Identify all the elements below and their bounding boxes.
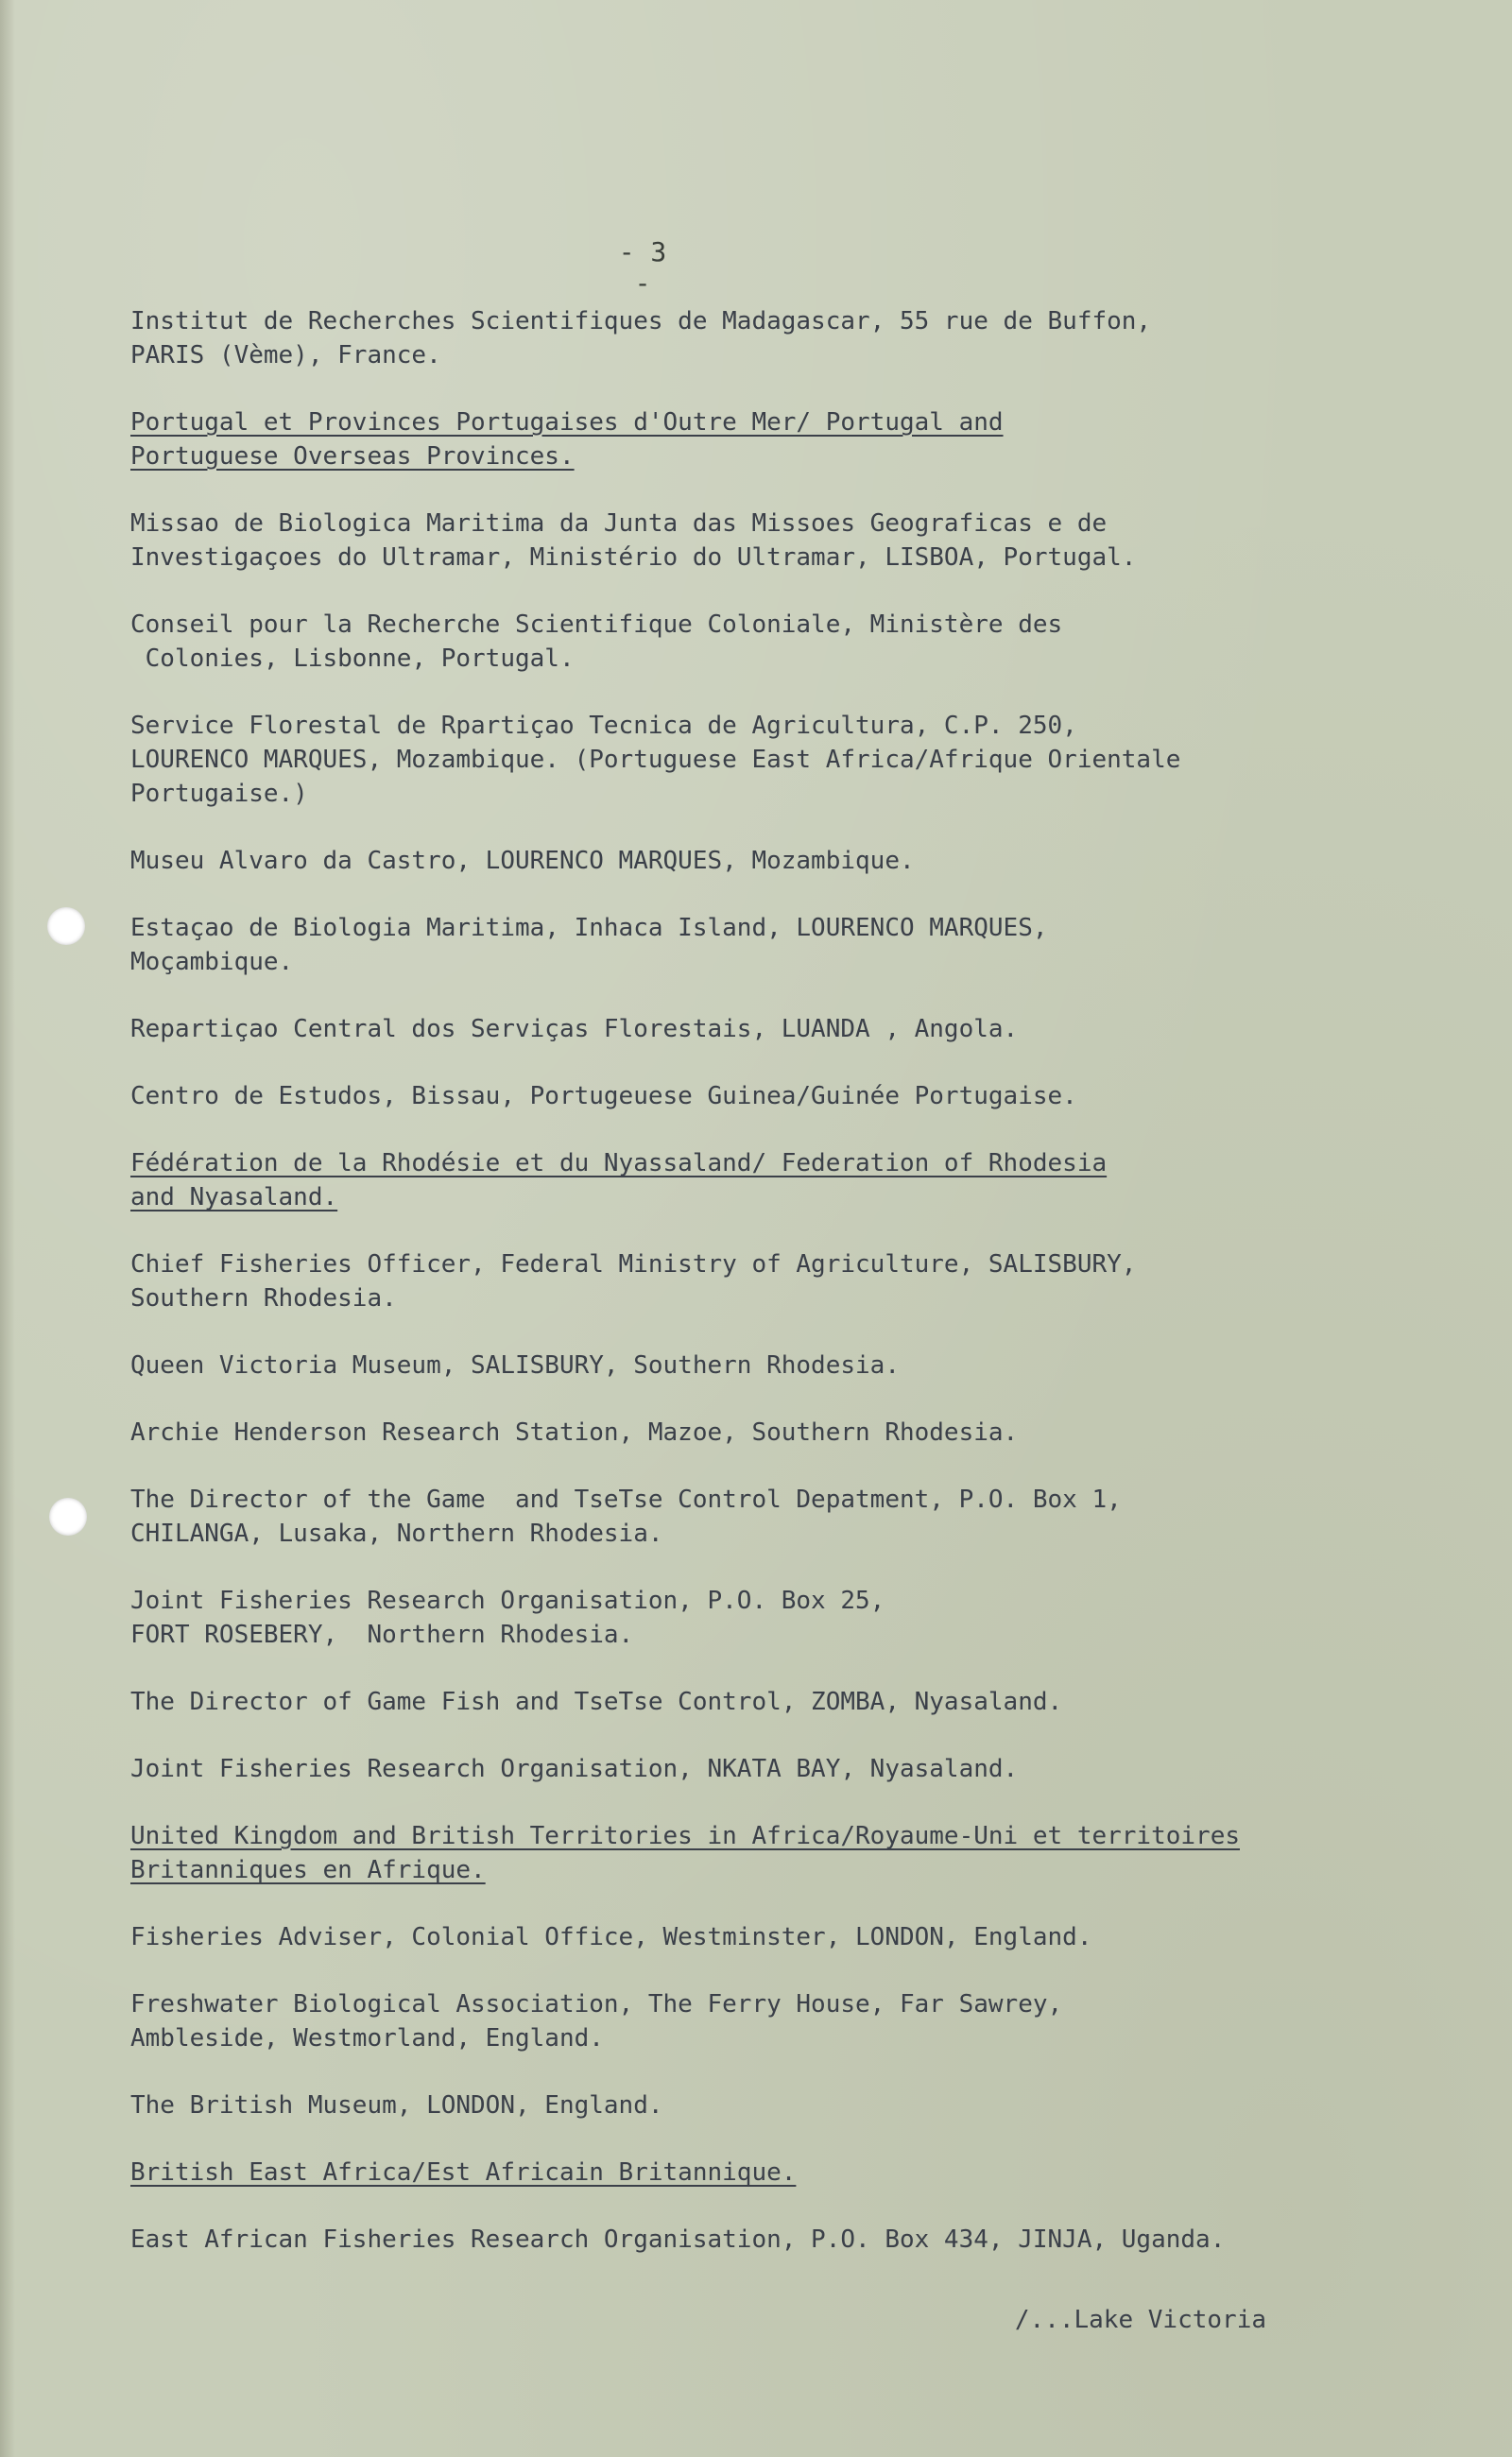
address-entry: Missao de Biologica Maritima da Junta das Missoes Geograficas e de Investigaçoes do Ultramar, Ministério do Ultramar, LISBOA, Portugal. — [130, 509, 1137, 572]
address-entry: Service Florestal de Rpartiçao Tecnica de Agricultura, C.P. 250, LOURENCO MARQUES, Mozambique. (Portuguese East Africa/Afrique Orientale Portugaise.) — [130, 712, 1181, 808]
address-entry: Centro de Estudos, Bissau, Portugeuese Guinea/Guinée Portugaise. — [130, 1082, 1077, 1110]
address-entry: East African Fisheries Research Organisation, P.O. Box 434, JINJA, Uganda. — [130, 2225, 1226, 2254]
address-entry: Estaçao de Biologia Maritima, Inhaca Island, LOURENCO MARQUES, Moçambique. — [130, 914, 1048, 976]
address-entry: The Director of Game Fish and TseTse Control, ZOMBA, Nyasaland. — [130, 1688, 1063, 1716]
section-heading: Fédération de la Rhodésie et du Nyassaland/ Federation of Rhodesia and Nyasaland. — [130, 1149, 1108, 1211]
address-entry: Chief Fisheries Officer, Federal Ministry of Agriculture, SALISBURY, Southern Rhodesia. — [130, 1250, 1137, 1313]
address-entry: Archie Henderson Research Station, Mazoe, Southern Rhodesia. — [130, 1418, 1019, 1447]
page-number: - 3 - — [618, 236, 667, 299]
address-entry: Joint Fisheries Research Organisation, NKATA BAY, Nyasaland. — [130, 1755, 1019, 1783]
address-entry: Museu Alvaro da Castro, LOURENCO MARQUES, Mozambique. — [130, 847, 915, 875]
page-edge-shadow — [0, 0, 15, 2457]
address-list — [130, 304, 1246, 2290]
address-entry: Queen Victoria Museum, SALISBURY, Southern Rhodesia. — [130, 1351, 900, 1380]
punch-hole — [47, 907, 85, 945]
section-heading: Portugal et Provinces Portugaises d'Outre Mer/ Portugal and Portuguese Overseas Provinces. — [130, 408, 1004, 471]
address-entry: Joint Fisheries Research Organisation, P.O. Box 25, FORT ROSEBERY, Northern Rhodesia. — [130, 1587, 885, 1649]
section-heading: United Kingdom and British Territories in Africa/Royaume-Uni et territoires Britanniques en Afrique. — [130, 1822, 1240, 1884]
address-entry: Freshwater Biological Association, The Ferry House, Far Sawrey, Ambleside, Westmorland, England. — [130, 1990, 1063, 2053]
address-entry: The British Museum, LONDON, England. — [130, 2091, 663, 2120]
address-entry: Repartiçao Central dos Serviças Florestais, LUANDA , Angola. — [130, 1015, 1019, 1043]
continuation-reference: /...Lake Victoria — [1014, 2306, 1266, 2334]
punch-hole — [49, 1498, 87, 1536]
address-entry: Fisheries Adviser, Colonial Office, Westminster, LONDON, England. — [130, 1923, 1092, 1951]
section-heading: British East Africa/Est Africain Britannique. — [130, 2158, 797, 2187]
address-entry: Conseil pour la Recherche Scientifique Coloniale, Ministère des Colonies, Lisbonne, Portugal. — [130, 610, 1063, 673]
address-entry: Institut de Recherches Scientifiques de Madagascar, 55 rue de Buffon, PARIS (Vème), France. — [130, 307, 1152, 369]
address-entry: The Director of the Game and TseTse Control Depatment, P.O. Box 1, CHILANGA, Lusaka, Northern Rhodesia. — [130, 1486, 1122, 1548]
